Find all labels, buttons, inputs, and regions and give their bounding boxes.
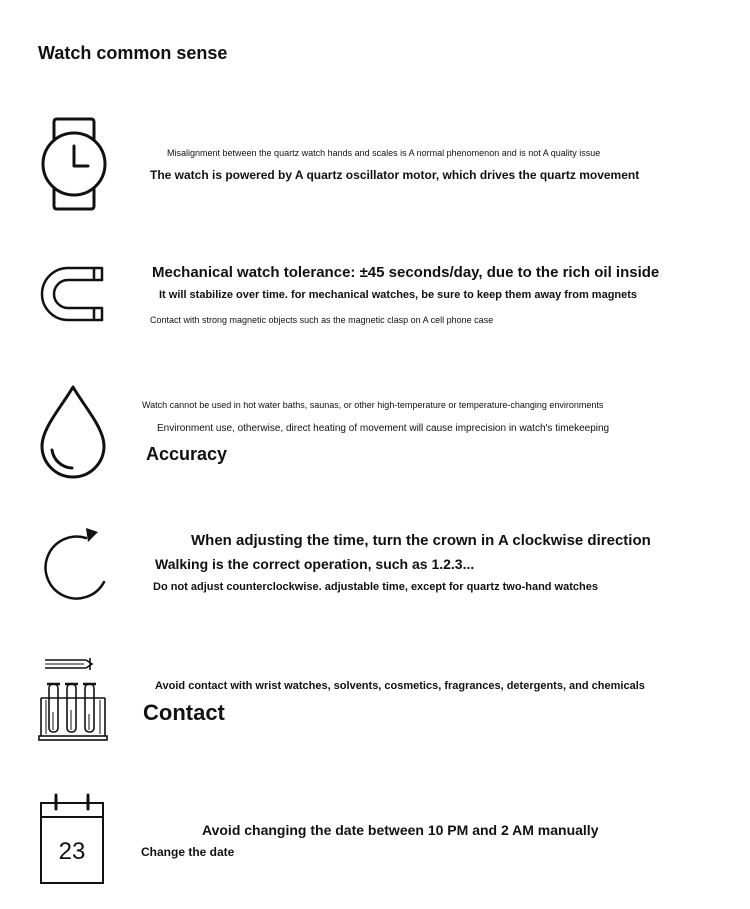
calendar-icon: [38, 793, 108, 889]
page-title: Watch common sense: [38, 43, 228, 63]
section-1-line-1: Misalignment between the quartz watch hands and scales is A normal phenomenon and is not A quality issue: [167, 148, 601, 158]
watch-icon: [38, 116, 110, 212]
clockwise-arrow-icon: [38, 524, 108, 608]
section-3-line-1: Watch cannot be used in hot water baths, saunas, or other high-temperature or temperature-changing environments: [142, 400, 604, 410]
section-4-line-3: Do not adjust counterclockwise. adjustable time, except for quartz two-hand watches: [153, 581, 598, 593]
section-3-line-3: Accuracy: [146, 444, 228, 464]
section-1-line-2: The watch is powered by A quartz oscillator motor, which drives the quartz movement: [150, 168, 640, 182]
section-5-line-2: Contact: [143, 700, 225, 725]
section-6-line-2: Change the date: [141, 845, 235, 859]
water-drop-icon: [38, 384, 108, 478]
section-2-line-1: Mechanical watch tolerance: ±45 seconds/day, due to the rich oil inside: [152, 264, 660, 281]
calendar-day-number: 23: [58, 838, 86, 865]
section-4-line-2: Walking is the correct operation, such as 1.2.3...: [155, 556, 475, 572]
section-5-line-1: Avoid contact with wrist watches, solvents, cosmetics, fragrances, detergents, and chemicals: [155, 680, 645, 692]
test-tubes-icon: [38, 652, 108, 744]
magnet-icon: [38, 264, 108, 324]
section-2-line-3: Contact with strong magnetic objects such as the magnetic clasp on A cell phone case: [150, 315, 494, 325]
section-4-line-1: When adjusting the time, turn the crown in A clockwise direction: [191, 532, 651, 549]
section-2-line-2: It will stabilize over time. for mechanical watches, be sure to keep them away from magnets: [159, 289, 638, 301]
section-6-line-1: Avoid changing the date between 10 PM and 2 AM manually: [202, 822, 599, 838]
section-3-line-2: Environment use, otherwise, direct heating of movement will cause imprecision in watch's timekeeping: [157, 423, 610, 434]
